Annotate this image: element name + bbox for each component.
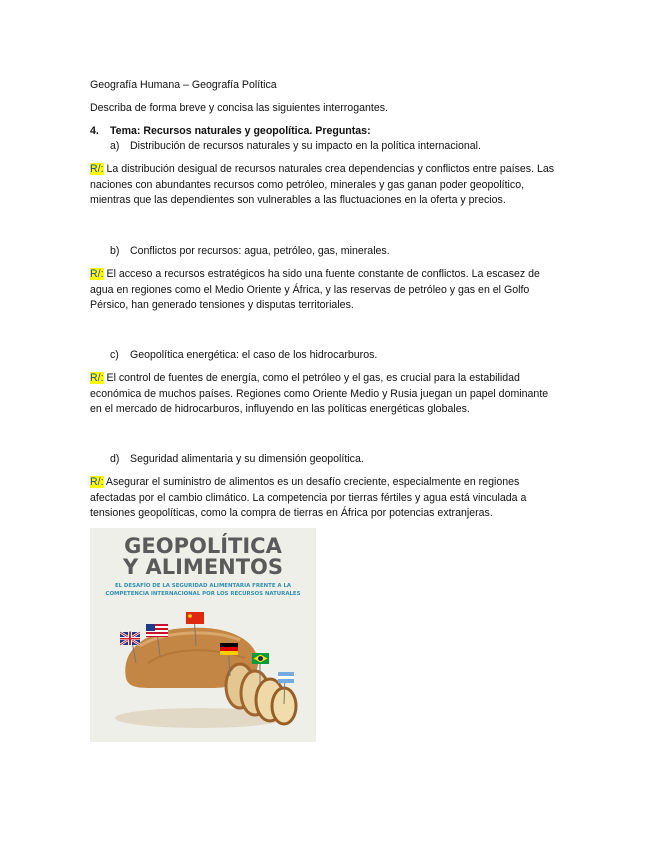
instruction-text: Describa de forma breve y concisa las siguientes interrogantes. — [90, 102, 388, 114]
answer-line: tensiones geopolíticas, como la compra de tierras en África por potencias extranjeras. — [90, 507, 493, 519]
topic-heading — [90, 124, 371, 138]
answer-line: en el mercado de hidrocarburos, influyendo en las políticas energéticas globales. — [90, 403, 470, 415]
document-header: Geografía Humana – Geografía Política — [90, 79, 277, 91]
question-text: Geopolítica energética: el caso de los hidrocarburos. — [130, 349, 378, 361]
cover-title-line1: GEOPOLÍTICA — [124, 534, 282, 558]
question-d — [110, 452, 364, 466]
answer-text: Asegurar el suministro de alimentos es un desafío creciente, especialmente en regiones — [105, 476, 520, 488]
cover-subtitle-line1: EL DESAFÍO DE LA SEGURIDAD ALIMENTARIA FRENTE A LA — [114, 583, 292, 589]
book-cover-illustration — [90, 528, 316, 742]
answer-line — [90, 267, 560, 283]
answer-line — [90, 371, 560, 387]
answer-line: mientras que las dependientes son vulnerables a las fluctuaciones en la oferta y precios. — [90, 194, 506, 206]
answer-marker: R/: — [90, 163, 104, 175]
answer-c — [90, 371, 560, 418]
answer-line: agua en regiones como el Medio Oriente y África, y las reservas de petróleo y gas en el Golfo — [90, 283, 530, 296]
answer-marker: R/: — [90, 268, 104, 280]
answer-line: Pérsico, han generado tensiones y disputas territoriales. — [90, 299, 354, 311]
answer-line: económica de muchos países. Regiones como Oriente Medio y Rusia juegan un papel dominante — [90, 387, 549, 400]
answer-line — [90, 475, 560, 491]
answer-b — [90, 267, 560, 314]
cover-title-line2: Y ALIMENTOS — [122, 555, 284, 579]
answer-text: La distribución desigual de recursos naturales crea dependencias y conflictos entre países. Las — [106, 163, 555, 175]
answer-line — [90, 162, 560, 178]
cover-subtitle-line2: COMPETENCIA INTERNACIONAL POR LOS RECURSOS NATURALES — [105, 591, 301, 597]
answer-line: naciones con abundantes recursos como petróleo, minerales y gas ganan poder geopolítico, — [90, 178, 525, 191]
question-letter: a) — [110, 140, 120, 152]
answer-marker: R/: — [90, 476, 104, 488]
question-a — [110, 139, 481, 153]
answer-d — [90, 475, 560, 522]
question-letter: c) — [110, 349, 119, 361]
book-cover-image — [90, 528, 316, 742]
answer-line: afectadas por el cambio climático. La competencia por tierras fértiles y agua está vinculada a — [90, 491, 527, 504]
question-letter: d) — [110, 453, 120, 465]
answer-text: El control de fuentes de energía, como el petróleo y el gas, es crucial para la estabilidad — [106, 372, 520, 384]
question-letter: b) — [110, 245, 120, 257]
answer-a — [90, 162, 560, 209]
answer-text: El acceso a recursos estratégicos ha sido una fuente constante de conflictos. La escasez de — [106, 268, 540, 280]
topic-label: Tema: Recursos naturales y geopolítica. Preguntas: — [110, 125, 371, 137]
answer-marker: R/: — [90, 372, 104, 384]
question-c — [110, 348, 377, 362]
question-text: Conflictos por recursos: agua, petróleo, gas, minerales. — [130, 245, 390, 257]
question-b — [110, 244, 390, 258]
question-text: Distribución de recursos naturales y su impacto en la política internacional. — [130, 140, 481, 152]
topic-number: 4. — [90, 125, 99, 137]
question-text: Seguridad alimentaria y su dimensión geopolítica. — [130, 453, 364, 465]
